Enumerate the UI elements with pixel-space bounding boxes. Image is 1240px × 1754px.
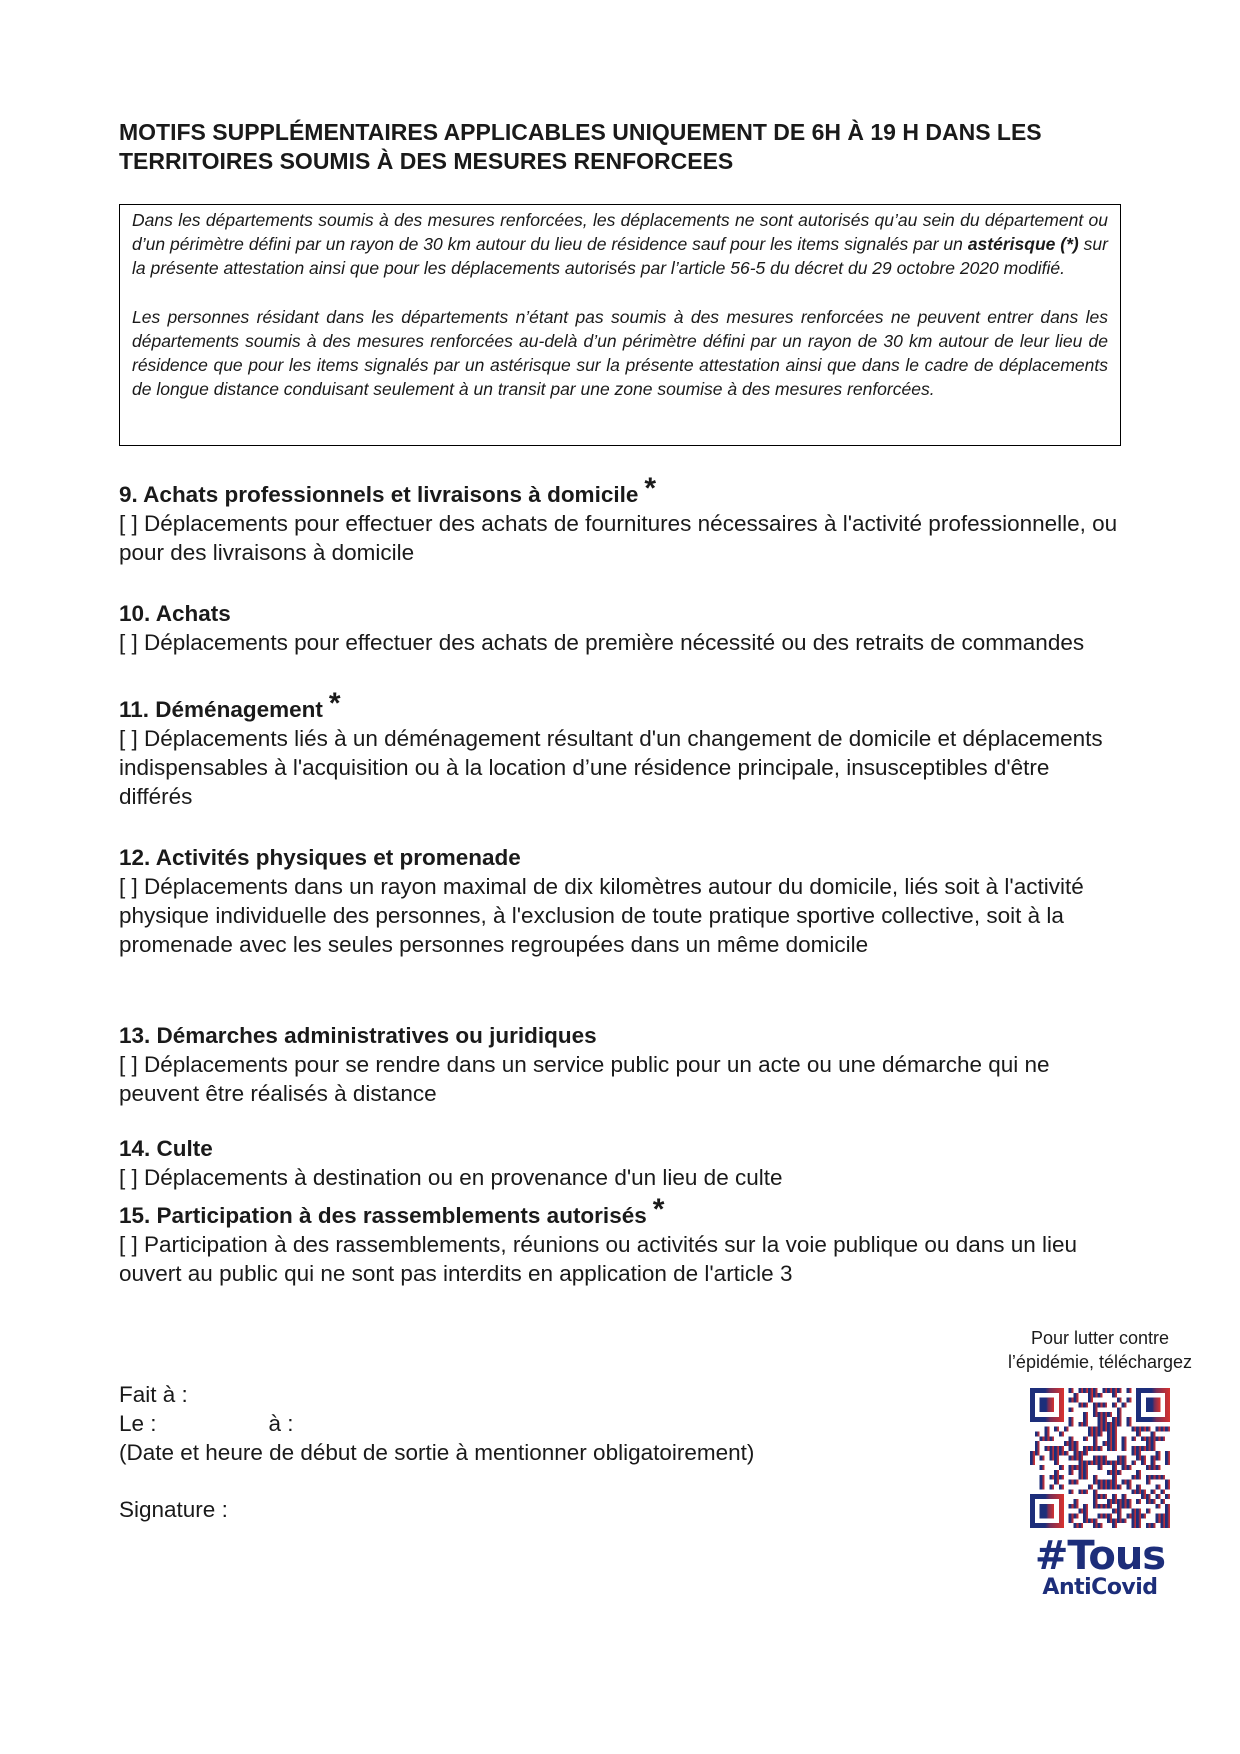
date-note: (Date et heure de début de sortie à mentionner obligatoirement) — [119, 1440, 755, 1465]
motif-title: 14. Culte — [119, 1136, 213, 1161]
brand-name: AntiCovid — [1042, 1575, 1158, 1600]
asterisk-marker: * — [644, 472, 657, 505]
qr-caption-line-2: l’épidémie, téléchargez — [1007, 1352, 1193, 1372]
notice-paragraph-1: Dans les départements soumis à des mesures renforcées, les déplacements ne sont autorisés qu’au sein du département ou d’un périmètre défini par un rayon de 30 km autour du lieu de résidence sauf pour les items signalés par un astérisque (*) sur la présente attestation ainsi que pour les déplacements autorisés par l’article 56-5 du décret du 29 octobre 2020 modifié. — [132, 210, 1108, 279]
motif-12 — [119, 843, 1129, 959]
qr-code-icon — [1030, 1388, 1170, 1528]
motif-title: 11. Déménagement * — [119, 687, 341, 722]
motif-checkbox-text[interactable]: [ ] Déplacements pour se rendre dans un service public pour un acte ou une démarche qui ne peuvent être réalisés à distance — [119, 1052, 1050, 1106]
motif-13 — [119, 1021, 1129, 1108]
motif-title: 9. Achats professionnels et livraisons à domicile * — [119, 472, 657, 507]
date-time-field[interactable]: Le : à : — [119, 1411, 294, 1436]
motif-11 — [119, 687, 1129, 811]
signature-field[interactable]: Signature : — [119, 1497, 228, 1522]
qr-caption-line-1: Pour lutter contre — [1030, 1328, 1170, 1348]
notice-box — [119, 204, 1121, 446]
asterisk-marker: * — [652, 1193, 665, 1226]
motif-title: 12. Activités physiques et promenade — [119, 845, 521, 870]
asterisk-emphasis: astérisque (*) — [967, 234, 1079, 255]
motif-15 — [119, 1193, 1129, 1288]
motif-checkbox-text[interactable]: [ ] Déplacements pour effectuer des achats de première nécessité ou des retraits de commandes — [119, 630, 1085, 655]
asterisk-marker: * — [328, 687, 341, 720]
motif-checkbox-text[interactable]: [ ] Déplacements liés à un déménagement résultant d'un changement de domicile et déplacements indispensables à l'acquisition ou à la location d’une résidence principale, insusceptibles d'être différés — [119, 726, 1103, 809]
motif-title: 10. Achats — [119, 601, 231, 626]
brand-hashtag: #Tous — [1034, 1533, 1166, 1579]
motif-title: 13. Démarches administratives ou juridiques — [119, 1023, 597, 1048]
motif-10 — [119, 599, 1129, 657]
motif-checkbox-text[interactable]: [ ] Déplacements à destination ou en provenance d'un lieu de culte — [119, 1165, 783, 1190]
motif-checkbox-text[interactable]: [ ] Participation à des rassemblements, réunions ou activités sur la voie publique ou dans un lieu ouvert au public qui ne sont pas interdits en application de l'article 3 — [119, 1232, 1078, 1286]
motif-14 — [119, 1134, 1129, 1192]
tousanticovid-promo — [976, 1326, 1224, 1600]
fait-a-field[interactable]: Fait à : — [119, 1382, 188, 1407]
motif-title: 15. Participation à des rassemblements autorisés * — [119, 1193, 665, 1228]
page-title: MOTIFS SUPPLÉMENTAIRES APPLICABLES UNIQUEMENT DE 6H À 19 H DANS LES TERRITOIRES SOUMIS À DES MESURES RENFORCEES — [119, 119, 1042, 174]
motif-checkbox-text[interactable]: [ ] Déplacements pour effectuer des achats de fournitures nécessaires à l'activité professionnelle, ou pour des livraisons à domicile — [119, 511, 1118, 565]
motif-9 — [119, 472, 1129, 567]
notice-paragraph-2: Les personnes résidant dans les départements n’étant pas soumis à des mesures renforcées ne peuvent entrer dans les départements soumis à des mesures renforcées au-delà d’un périmètre défini par un rayon de 30 km autour de leur lieu de résidence que pour les items signalés par un astérisque sur la présente attestation ainsi que dans le cadre de déplacements de longue distance conduisant seulement à un transit par une zone soumise à des mesures renforcées. — [132, 306, 1108, 400]
motif-checkbox-text[interactable]: [ ] Déplacements dans un rayon maximal de dix kilomètres autour du domicile, liés soit à l'activité physique individuelle des personnes, à l'exclusion de toute pratique sportive collective, soit à la promenade avec les seules personnes regroupées dans un même domicile — [119, 874, 1084, 957]
